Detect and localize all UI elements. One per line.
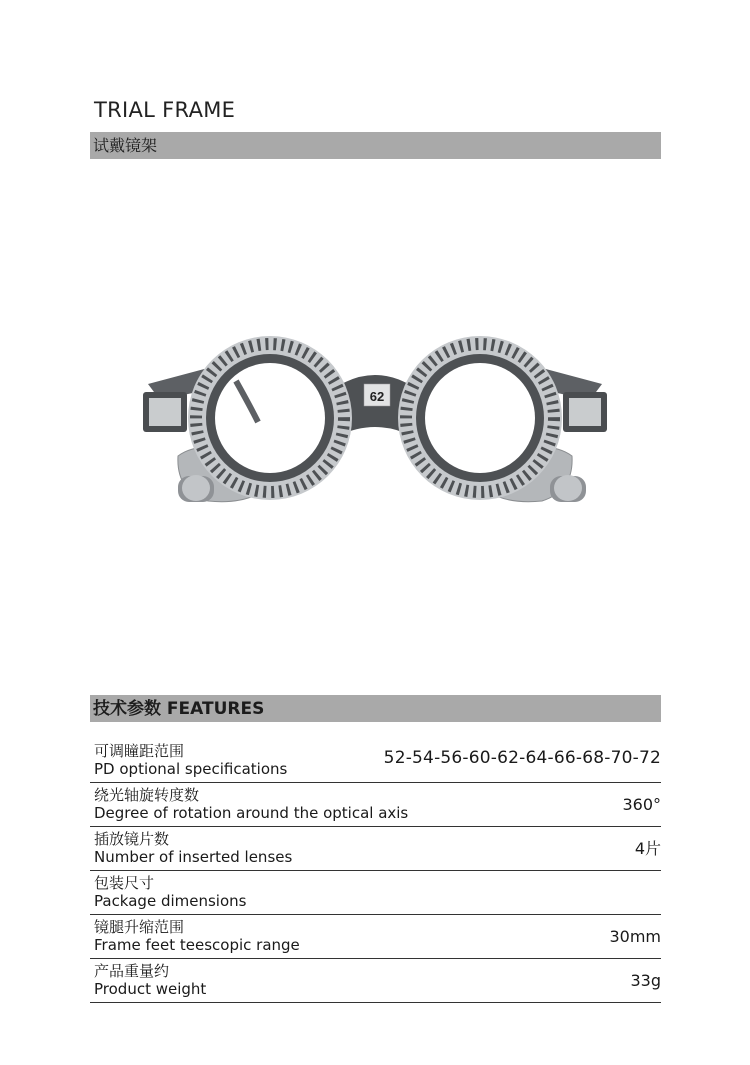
spec-label-cn: 产品重量约 [94,962,170,980]
spec-value: 360° [622,795,661,814]
spec-row-rotation [90,783,661,827]
features-heading: 技术参数 FEATURES [90,695,661,722]
subtitle-bar: 试戴镜架 [90,132,661,159]
specs-table [90,739,661,1003]
spec-row-telescopic [90,915,661,959]
spec-label-en: Degree of rotation around the optical axis [94,804,409,822]
page-title: TRIAL FRAME [94,98,236,122]
spec-value: 52-54-56-60-62-64-66-68-70-72 [383,748,661,768]
spec-value: 30mm [609,927,661,946]
spec-label-cn: 绕光轴旋转度数 [94,786,200,804]
spec-label-cn: 包装尺寸 [94,874,155,892]
spec-row-lenses [90,827,661,871]
trial-frame-illustration [138,326,612,516]
spec-label-cn: 插放镜片数 [94,830,170,848]
spec-value: 33g [630,971,661,990]
spec-label-cn: 可调瞳距范围 [94,742,185,760]
spec-label-en: Number of inserted lenses [94,848,293,866]
spec-row-weight [90,959,661,1003]
right-knob [550,475,586,502]
spec-label-en: Frame feet teescopic range [94,936,300,954]
spec-row-package [90,871,661,915]
spec-value: 4片 [634,839,661,858]
right-eye-ring [398,336,562,500]
spec-row-pd [90,739,661,783]
left-eye-ring [188,336,352,500]
spec-label-en: Product weight [94,980,207,998]
left-knob [178,475,214,502]
spec-label-cn: 镜腿升缩范围 [94,918,185,936]
spec-label-en: Package dimensions [94,892,247,910]
frame-size-label: 62 [369,389,385,404]
spec-label-en: PD optional specifications [94,760,288,778]
